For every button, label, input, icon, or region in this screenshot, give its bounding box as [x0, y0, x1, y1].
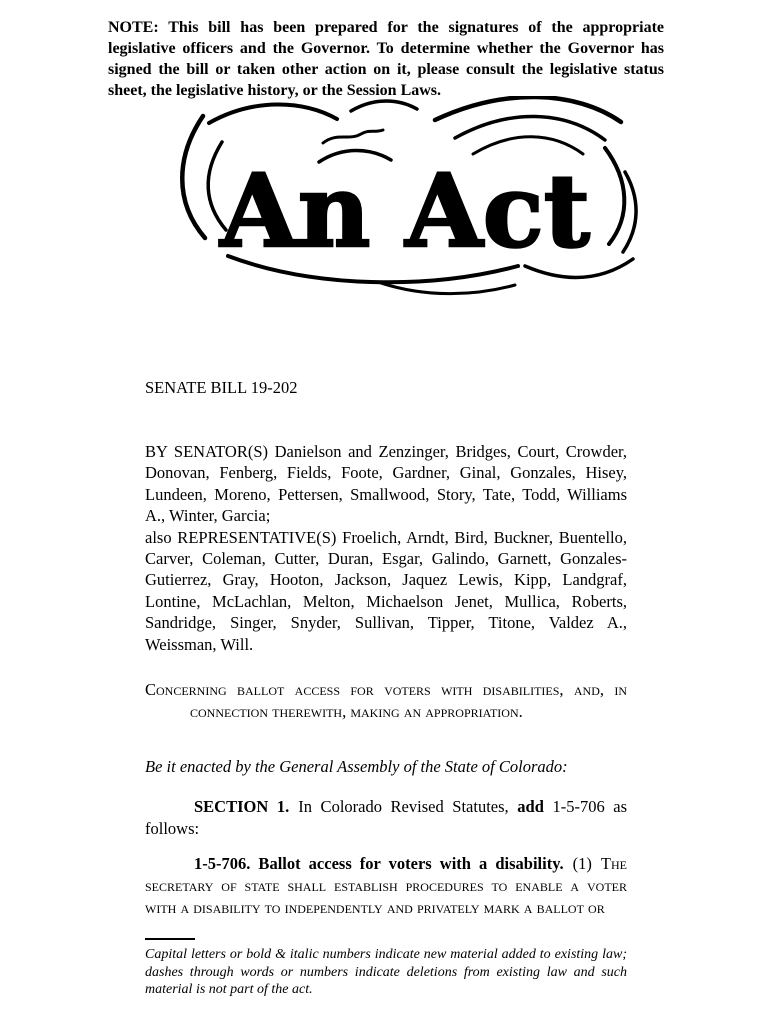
statute-paragraph	[145, 853, 627, 919]
enacting-clause: Be it enacted by the General Assembly of the State of Colorado:	[145, 757, 568, 776]
statute-new-text: The secretary of state shall establish procedures to enable a voter with a disability to independently and privately mark a ballot or	[145, 854, 627, 917]
bill-number: SENATE BILL 19-202	[145, 378, 298, 397]
section-1-label: SECTION 1.	[194, 797, 290, 816]
an-act-logo-text: An Act	[220, 152, 590, 270]
senate-sponsors: BY SENATOR(S) Danielson and Zenzinger, Bridges, Court, Crowder, Donovan, Fenberg, Fields, Foote, Gardner, Ginal, Gonzales, Hisey, Lundeen, Moreno, Pettersen, Smallwood, Story, Tate, Todd, Williams A., Winter, Garcia;	[145, 442, 627, 526]
statute-heading: 1-5-706. Ballot access for voters with a disability.	[194, 854, 564, 873]
bill-title: Concerning ballot access for voters with disabilities, and, in connection therewith, making an appropriation.	[145, 680, 627, 721]
subsection-number: (1)	[572, 854, 592, 873]
an-act-logo-graphic	[172, 96, 644, 301]
note-paragraph: NOTE: This bill has been prepared for the signatures of the appropriate legislative officers and the Governor. To determine whether the Governor has signed the bill or taken other action on it, please consult the legislative status sheet, the legislative history, or the Session Laws.	[108, 19, 664, 99]
section-1-text-after: 1-5-706 as follows:	[145, 797, 628, 838]
an-act-logo	[172, 96, 644, 301]
section-1-paragraph	[145, 796, 627, 839]
house-sponsors: also REPRESENTATIVE(S) Froelich, Arndt, Bird, Buckner, Buentello, Carver, Coleman, Cutter, Duran, Esgar, Galindo, Garnett, Gonzales-Gutierrez, Gray, Hooton, Jackson, Jaquez Lewis, Kipp, Landgraf, Lontine, McLachlan, Melton, Michaelson Jenet, Mullica, Roberts, Sandridge, Singer, Snyder, Sullivan, Tipper, Titone, Valdez A., Weissman, Will.	[145, 527, 627, 654]
footnote-separator-rule	[145, 938, 195, 940]
section-1-bold-term: add	[517, 797, 544, 816]
footnote-block	[145, 938, 627, 999]
footnote-text: Capital letters or bold & italic numbers indicate new material added to existing law; dashes through words or numbers indicate deletions from existing law and such material is not part of the act.	[145, 947, 627, 997]
sponsors-block	[145, 441, 627, 655]
section-1-text-before: In Colorado Revised Statutes,	[298, 797, 509, 816]
